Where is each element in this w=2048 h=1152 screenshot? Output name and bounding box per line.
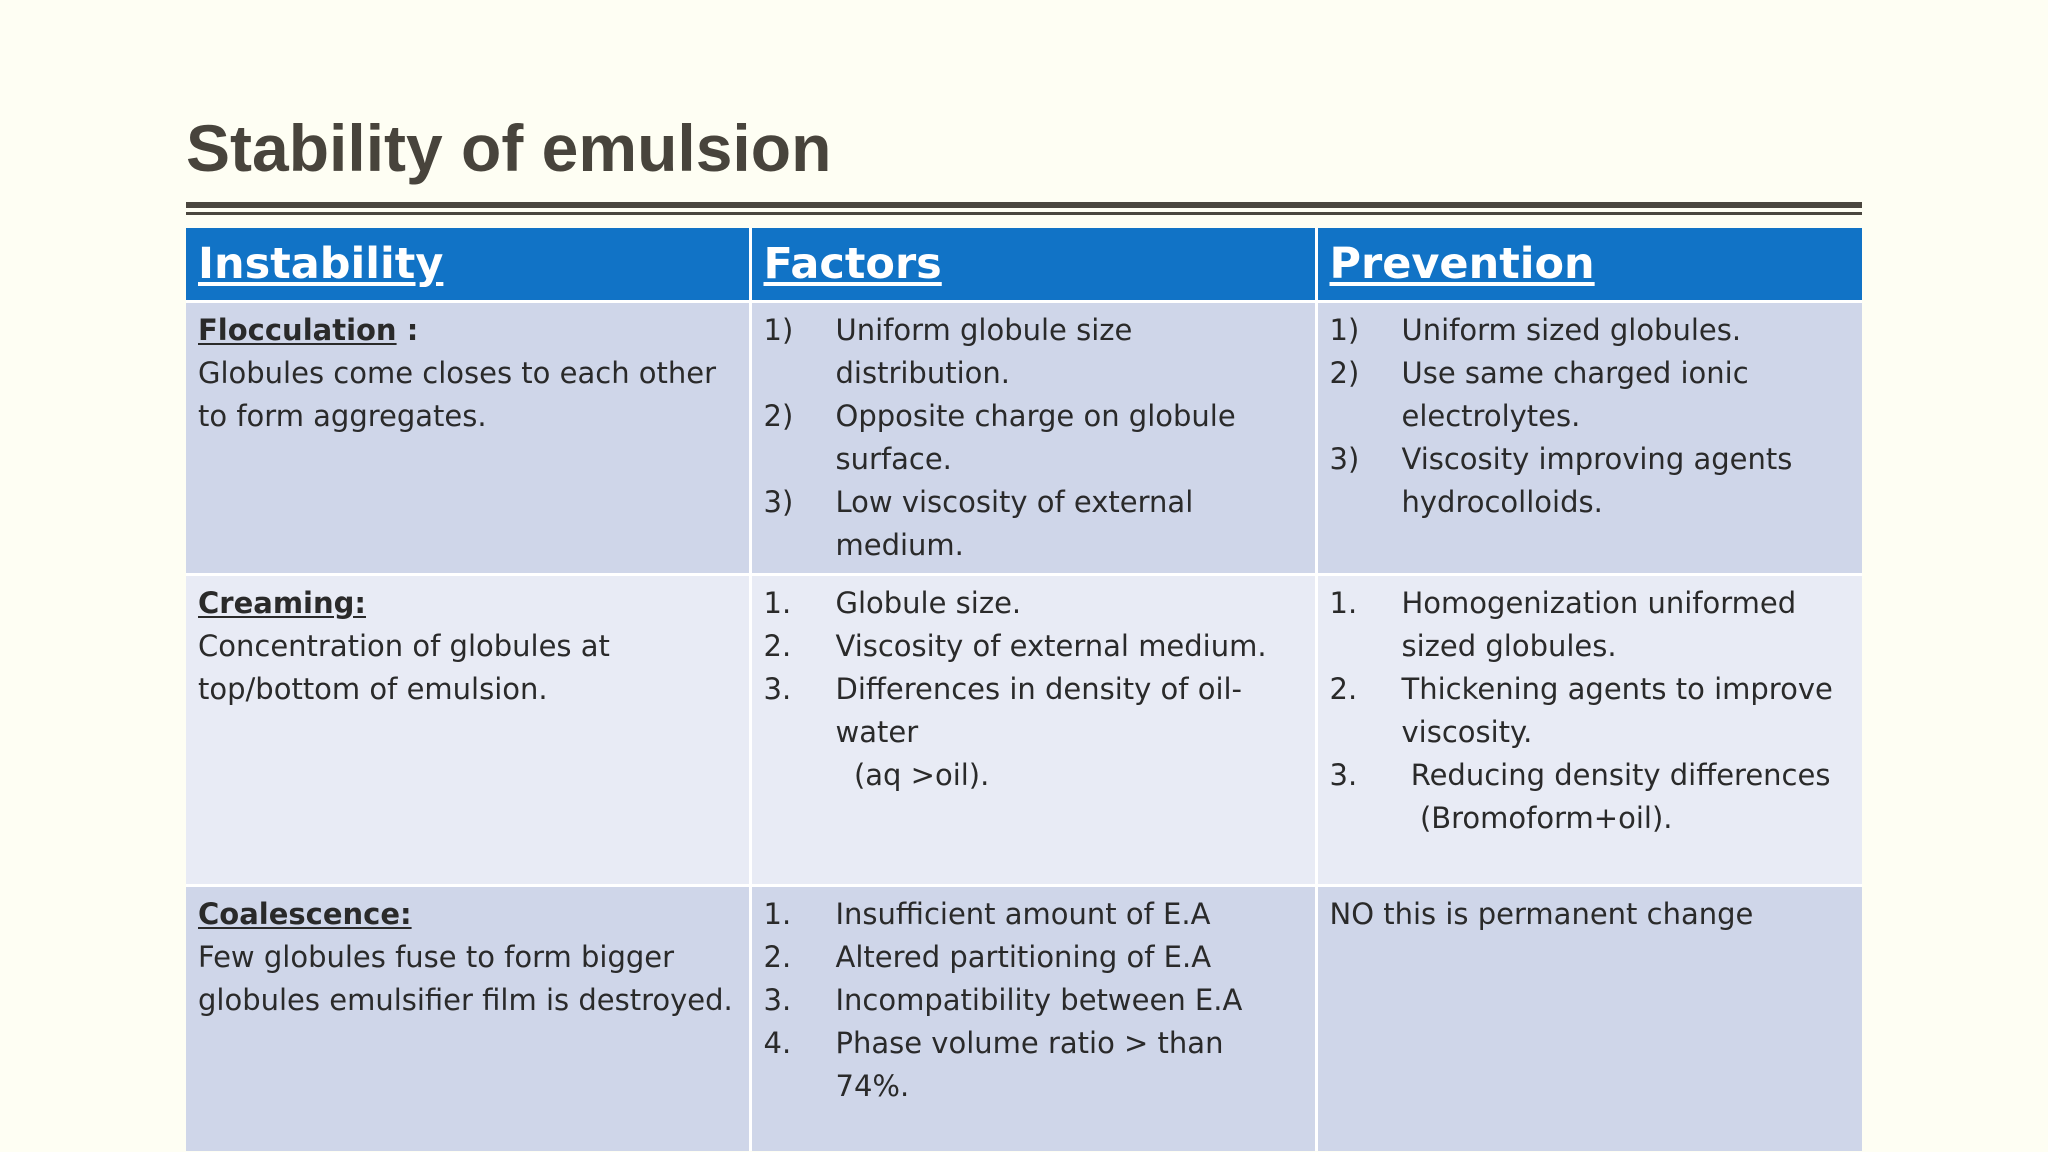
list-item — [764, 309, 1303, 395]
list-item — [1330, 438, 1851, 524]
item-text: Uniform sized globules. — [1401, 313, 1742, 347]
instability-name: Coalescence: — [198, 897, 412, 931]
header-prevention-label: Prevention — [1329, 239, 1595, 289]
instability-description: Concentration of globules at top/bottom of emulsion. — [198, 629, 610, 706]
item-text: Reducing density differences (Bromoform+oil). — [1410, 758, 1831, 835]
item-text: Phase volume ratio > than 74%. — [835, 1026, 1233, 1103]
header-factors — [750, 228, 1316, 302]
item-number: 3. — [1329, 758, 1358, 792]
item-number: 1) — [1329, 313, 1360, 347]
instability-description: Few globules fuse to form bigger globules emulsifier film is destroyed. — [198, 940, 733, 1017]
factors-cell — [750, 302, 1316, 575]
item-text: Opposite charge on globule surface. — [835, 399, 1245, 476]
factors-list — [764, 893, 1303, 1108]
factors-list — [764, 582, 1303, 797]
item-text: Altered partitioning of E.A — [835, 940, 1212, 974]
prevention-cell — [1316, 575, 1862, 886]
factors-list — [764, 309, 1303, 567]
item-number: 2. — [763, 940, 792, 974]
list-item — [764, 893, 1303, 936]
item-text: Homogenization uniformed sized globules. — [1401, 586, 1806, 663]
prevention-list — [1330, 582, 1851, 840]
list-item — [1330, 582, 1851, 668]
item-number: 3. — [763, 672, 792, 706]
list-item — [764, 936, 1303, 979]
item-number: 1. — [1329, 586, 1358, 620]
item-number: 2) — [763, 399, 794, 433]
item-number: 3) — [1329, 442, 1360, 476]
prevention-cell — [1316, 302, 1862, 575]
item-number: 2. — [763, 629, 792, 663]
list-item — [764, 979, 1303, 1022]
instability-description: Globules come closes to each other to form aggregates. — [198, 356, 717, 433]
list-item — [1330, 754, 1851, 840]
header-instability — [186, 228, 750, 302]
item-text: Differences in density of oil-water (aq >oil). — [835, 672, 1243, 792]
instability-cell — [186, 302, 750, 575]
factors-cell — [750, 575, 1316, 886]
item-number: 2) — [1329, 356, 1360, 390]
table-row-coalescence — [186, 886, 1862, 1152]
item-number: 2. — [1329, 672, 1358, 706]
instability-cell — [186, 886, 750, 1152]
stability-table — [186, 228, 1862, 1151]
title-rule-thin — [186, 212, 1862, 215]
header-factors-label: Factors — [763, 239, 942, 289]
prevention-list — [1330, 309, 1851, 524]
item-number: 4. — [763, 1026, 792, 1060]
prevention-text: NO this is permanent change — [1329, 897, 1754, 931]
item-text: Viscosity improving agents hydrocolloids. — [1401, 442, 1802, 519]
header-instability-label: Instability — [198, 239, 444, 289]
list-item — [1330, 309, 1851, 352]
slide-title: Stability of emulsion — [186, 111, 832, 185]
list-item — [764, 481, 1303, 567]
instability-cell — [186, 575, 750, 886]
title-rule-thick — [186, 202, 1862, 208]
instability-name-suffix: : — [396, 313, 419, 347]
prevention-cell — [1316, 886, 1862, 1152]
header-prevention — [1316, 228, 1862, 302]
table-row-flocculation — [186, 302, 1862, 575]
item-number: 3. — [763, 983, 792, 1017]
list-item — [1330, 352, 1851, 438]
item-text: Thickening agents to improve viscosity. — [1401, 672, 1843, 749]
factors-cell — [750, 886, 1316, 1152]
item-number: 1. — [763, 897, 792, 931]
item-text: Uniform globule size distribution. — [835, 313, 1142, 390]
item-text: Insufficient amount of E.A — [835, 897, 1211, 931]
item-number: 1) — [763, 313, 794, 347]
list-item — [764, 1022, 1303, 1108]
list-item — [764, 582, 1303, 625]
item-text: Incompatibility between E.A — [835, 983, 1243, 1017]
item-number: 3) — [763, 485, 794, 519]
list-item — [1330, 668, 1851, 754]
item-text: Use same charged ionic electrolytes. — [1401, 356, 1758, 433]
item-text: Low viscosity of external medium. — [835, 485, 1203, 562]
list-item — [764, 625, 1303, 668]
item-text: Globule size. — [835, 586, 1022, 620]
instability-name: Flocculation — [198, 313, 397, 347]
table-header-row — [186, 228, 1862, 302]
item-number: 1. — [763, 586, 792, 620]
item-text: Viscosity of external medium. — [835, 629, 1267, 663]
instability-name: Creaming: — [198, 586, 366, 620]
table-row-creaming — [186, 575, 1862, 886]
list-item — [764, 668, 1303, 797]
list-item — [764, 395, 1303, 481]
